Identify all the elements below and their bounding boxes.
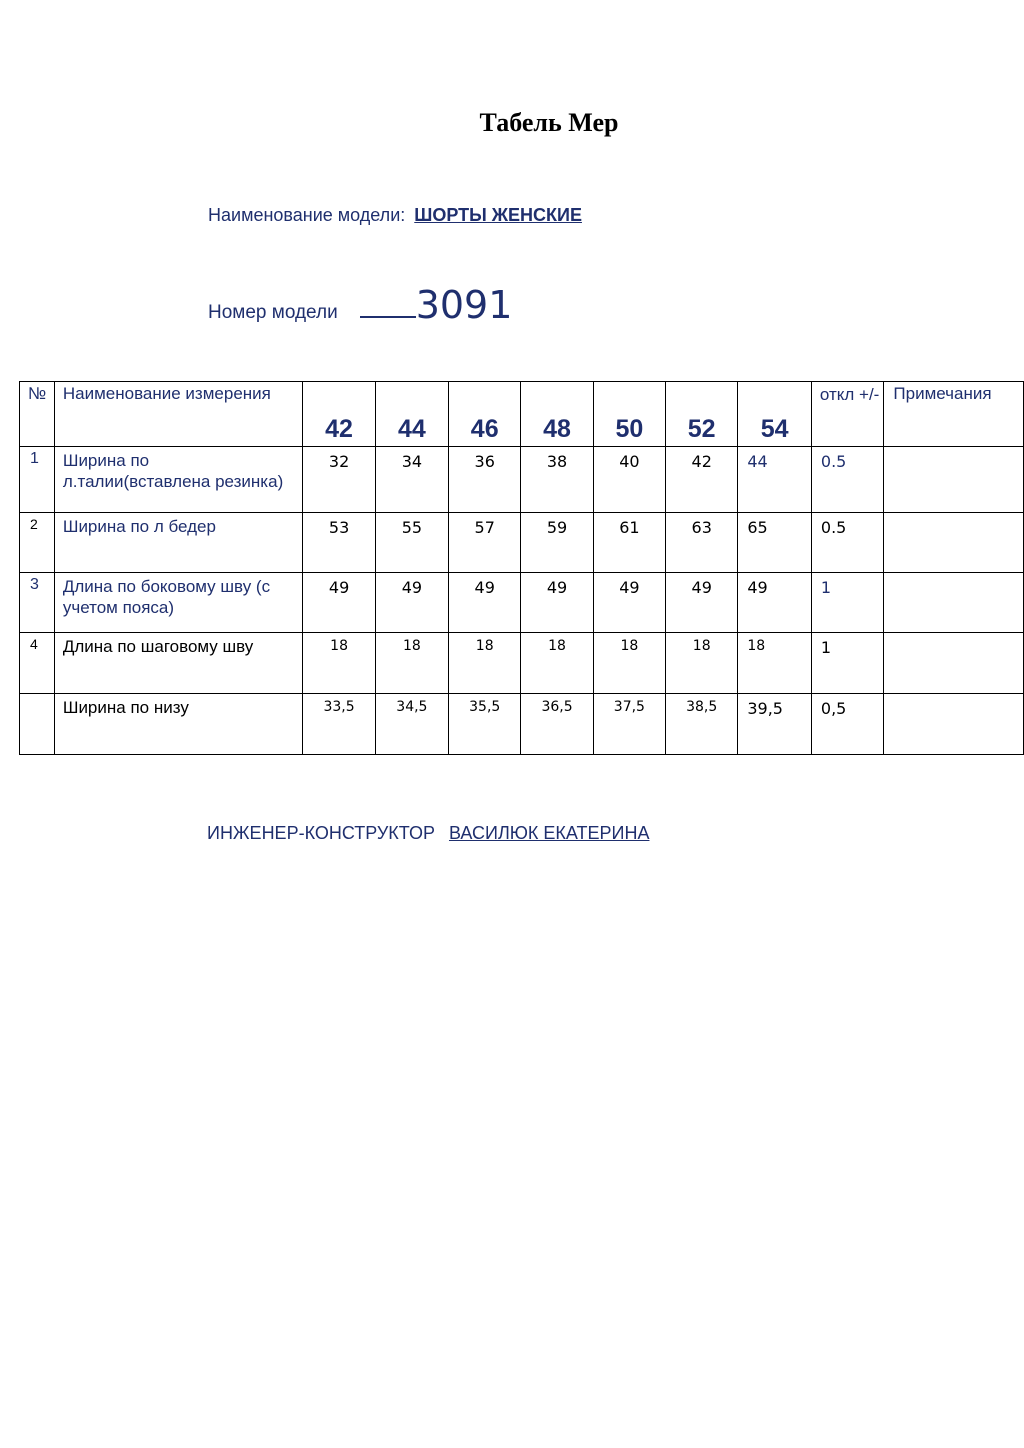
row-measurement-name: Ширина по низу	[54, 694, 303, 755]
row-value: 42	[666, 447, 738, 513]
row-measurement-name: Ширина по л.талии(вставлена резинка)	[54, 447, 303, 513]
row-value: 36	[449, 447, 521, 513]
row-value: 39,5	[738, 694, 812, 755]
row-tolerance: 1	[811, 573, 884, 633]
row-value: 53	[303, 513, 375, 573]
row-notes	[884, 633, 1024, 694]
row-value: 36,5	[521, 694, 593, 755]
row-value: 49	[375, 573, 448, 633]
row-value: 59	[521, 513, 593, 573]
row-value: 38	[521, 447, 593, 513]
row-value: 44	[738, 447, 812, 513]
model-name-label: Наименование модели:	[208, 205, 406, 225]
row-notes	[884, 513, 1024, 573]
table-row	[20, 694, 1024, 755]
row-value: 32	[303, 447, 375, 513]
row-notes	[884, 447, 1024, 513]
row-value: 49	[738, 573, 812, 633]
row-notes	[884, 694, 1024, 755]
row-num: 3	[20, 573, 55, 633]
header-size: 54	[738, 382, 812, 447]
row-value: 65	[738, 513, 812, 573]
row-value: 18	[449, 633, 521, 694]
table-row	[20, 447, 1024, 513]
row-tolerance: 0,5	[811, 694, 884, 755]
row-value: 55	[375, 513, 448, 573]
row-value: 38,5	[666, 694, 738, 755]
row-value: 49	[449, 573, 521, 633]
row-value: 34,5	[375, 694, 448, 755]
model-number-blank-line	[360, 286, 416, 318]
row-tolerance: 0.5	[811, 513, 884, 573]
row-measurement-name: Длина по шаговому шву	[54, 633, 303, 694]
header-tolerance: откл +/-	[811, 382, 884, 447]
row-num: 1	[20, 447, 55, 513]
row-value: 18	[593, 633, 665, 694]
row-value: 18	[303, 633, 375, 694]
row-tolerance: 1	[811, 633, 884, 694]
model-name-row	[208, 205, 582, 226]
row-value: 18	[521, 633, 593, 694]
model-number-value: 3091	[415, 283, 513, 327]
header-size: 50	[593, 382, 665, 447]
row-value: 63	[666, 513, 738, 573]
row-value: 34	[375, 447, 448, 513]
row-value: 37,5	[593, 694, 665, 755]
row-value: 49	[303, 573, 375, 633]
header-measurement-name: Наименование измерения	[54, 382, 303, 447]
row-tolerance: 0.5	[811, 447, 884, 513]
table-row	[20, 633, 1024, 694]
row-value: 18	[738, 633, 812, 694]
document-title: Табель Мер	[479, 108, 619, 137]
row-value: 61	[593, 513, 665, 573]
model-number-row	[208, 283, 512, 327]
model-name-text: ШОРТЫ ЖЕНСКИЕ	[414, 205, 582, 225]
model-name-value	[414, 205, 582, 225]
row-value: 35,5	[449, 694, 521, 755]
row-value: 49	[593, 573, 665, 633]
table-row	[20, 573, 1024, 633]
model-number-label: Номер модели	[208, 302, 338, 323]
row-value: 18	[375, 633, 448, 694]
row-num	[20, 694, 55, 755]
table-header-row	[20, 382, 1024, 447]
row-value: 49	[521, 573, 593, 633]
header-size: 44	[375, 382, 448, 447]
header-size: 42	[303, 382, 375, 447]
row-value: 40	[593, 447, 665, 513]
row-num: 4	[20, 633, 55, 694]
row-value: 57	[449, 513, 521, 573]
header-num: №	[20, 382, 55, 447]
header-size: 46	[449, 382, 521, 447]
header-size: 52	[666, 382, 738, 447]
engineer-signature-row	[207, 823, 649, 844]
header-size: 48	[521, 382, 593, 447]
engineer-label: ИНЖЕНЕР-КОНСТРУКТОР	[207, 823, 435, 843]
row-value: 33,5	[303, 694, 375, 755]
row-measurement-name: Ширина по л бедер	[54, 513, 303, 573]
header-notes: Примечания	[884, 382, 1024, 447]
row-value: 49	[666, 573, 738, 633]
row-value: 18	[666, 633, 738, 694]
row-num: 2	[20, 513, 55, 573]
row-notes	[884, 573, 1024, 633]
table-row	[20, 513, 1024, 573]
engineer-name: ВАСИЛЮК ЕКАТЕРИНА	[448, 823, 650, 843]
measurement-table	[19, 381, 1024, 755]
row-measurement-name: Длина по боковому шву (с учетом пояса)	[54, 573, 303, 633]
